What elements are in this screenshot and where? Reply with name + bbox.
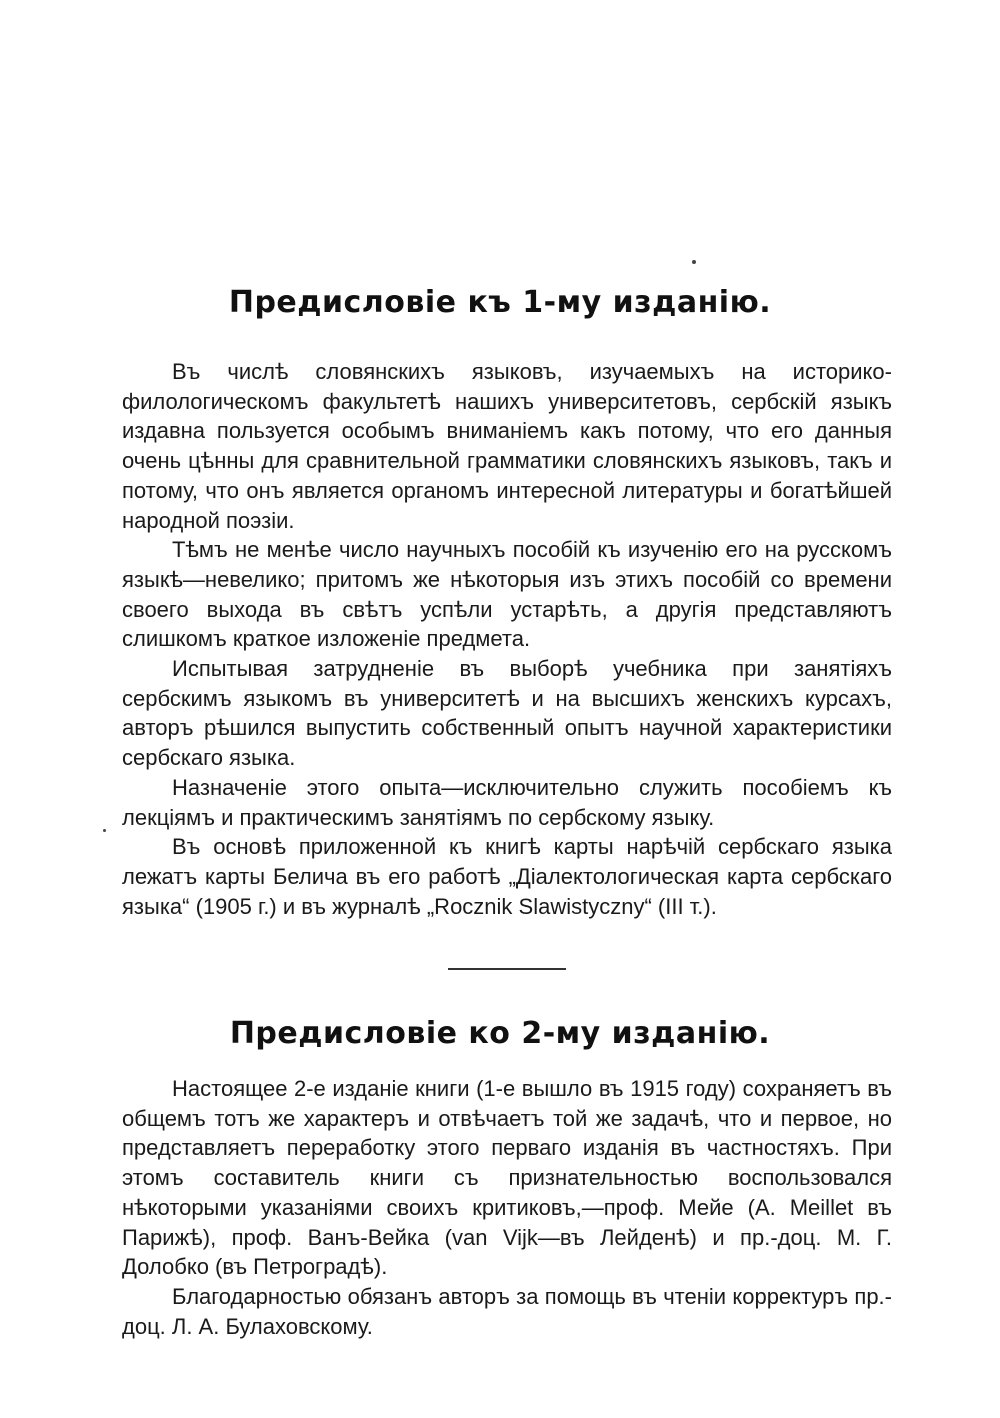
section-divider	[448, 968, 566, 970]
ink-speck	[103, 829, 106, 832]
preface-first-body	[122, 357, 892, 921]
preface-first-paragraph-5: Въ основѣ приложенной къ книгѣ карты нарѣчій сербскаго языка лежатъ карты Белича въ его работѣ „Діалектологическая карта сербскаго языка“ (1905 г.) и въ журналѣ „Rocznik Slawistyczny“ (III т.).	[122, 834, 892, 919]
preface-first-paragraph-4: Назначеніе этого опыта—исключительно служить пособіемъ къ лекціямъ и практическимъ занятіямъ по сербскому языку.	[122, 774, 892, 830]
preface-first-title: Предисловіе къ 1-му изданію.	[228, 285, 772, 320]
preface-second-paragraph-1: Настоящее 2-е изданіе книги (1-е вышло въ 1915 году) сохраняетъ въ общемъ тотъ же характеръ и отвѣчаетъ той же задачѣ, что и первое, но представляетъ переработку этого перваго изданія въ частностяхъ. При этомъ составитель книги съ признательностью воспользовался нѣкоторыми указаніями своихъ критиковъ,—проф. Мейе (A. Meillet въ Парижѣ), проф. Ванъ-Вейка (van Vijk—въ Лейденѣ) и пр.-доц. М. Г. Долобко (въ Петроградѣ).	[122, 1076, 892, 1280]
preface-second-body	[122, 1074, 892, 1341]
preface-second-paragraph-2: Благодарностью обязанъ авторъ за помощь въ чтеніи корректуръ пр.-доц. Л. А. Булаховскому.	[122, 1283, 892, 1339]
preface-second-title: Предисловіе ко 2-му изданію.	[229, 1016, 771, 1051]
preface-first-paragraph-1: Въ числѣ словянскихъ языковъ, изучаемыхъ на историко-филологическомъ факультетѣ нашихъ университетовъ, сербскій языкъ издавна пользуется особымъ вниманіемъ какъ потому, что его данныя очень цѣнны для сравнительной грамматики словянскихъ языковъ, такъ и потому, что онъ является органомъ интересной литературы и богатѣйшей народной поэзіи.	[122, 359, 892, 533]
preface-first-paragraph-3: Испытывая затрудненіе въ выборѣ учебника при занятіяхъ сербскимъ языкомъ въ университетѣ и на высшихъ женскихъ курсахъ, авторъ рѣшился выпустить собственный опытъ научной характеристики сербскаго языка.	[122, 656, 892, 771]
preface-first-paragraph-2: Тѣмъ не менѣе число научныхъ пособій къ изученію его на русскомъ языкѣ—невелико; притомъ же нѣкоторыя изъ этихъ пособій со времени своего выхода въ свѣтъ успѣли устарѣть, а другія представляютъ слишкомъ краткое изложеніе предмета.	[122, 537, 892, 652]
ink-speck	[692, 260, 696, 264]
